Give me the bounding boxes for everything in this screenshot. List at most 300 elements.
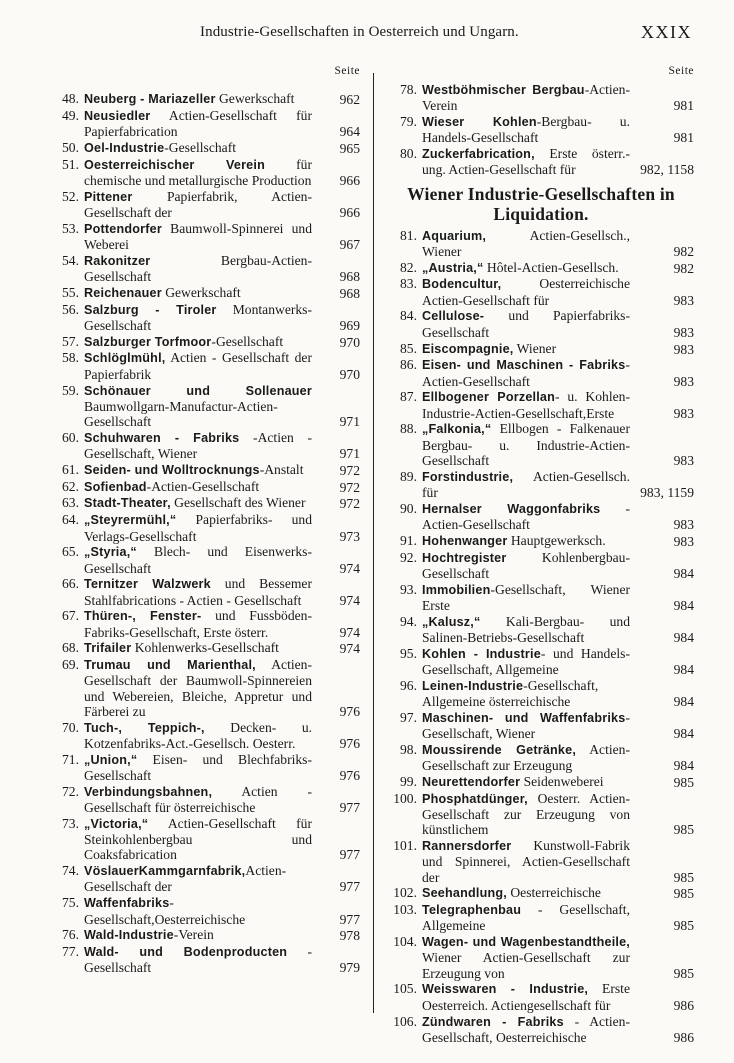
page-reference: 983	[673, 292, 694, 308]
page-reference: 985	[673, 869, 694, 885]
entry-number: 61.	[62, 461, 79, 477]
entry-text	[422, 421, 630, 468]
company-description: Erste Oesterreich. Actiengesellschaft für	[422, 981, 630, 1013]
index-entry	[386, 533, 696, 549]
page-reference: 983	[673, 373, 694, 389]
company-description: Actien-Gesellschaft der Baumwoll-Spinnereien und Webereien, Bleiche, Appretur und Färberei zu	[84, 657, 312, 719]
company-description: Hauptgewerksch.	[507, 532, 606, 548]
entry-number: 94.	[400, 613, 417, 629]
entry-number: 62.	[62, 478, 79, 494]
company-name: Trifailer	[84, 641, 132, 656]
company-name: Trumau und Marienthal,	[84, 658, 256, 673]
page-reference: 977	[339, 879, 360, 895]
company-description: Gesellschaft des Wiener	[170, 495, 306, 511]
company-name: Zündwaren - Fabriks	[422, 1014, 564, 1029]
company-description: Wiener Actien-Gesellschaft zur Erzeugung von	[422, 950, 630, 981]
company-name: VöslauerKammgarnfabrik,	[84, 864, 246, 879]
index-entry	[50, 479, 362, 495]
company-description: für chemische und metallurgische Production	[84, 156, 312, 188]
company-description: -Verein	[173, 927, 214, 943]
company-description: Baumwollgarn-Manufactur-Actien-Gesellschaft	[84, 398, 278, 430]
company-description: -Actien-Verein	[422, 82, 630, 114]
entry-number: 66.	[62, 576, 79, 592]
entry-number: 82.	[400, 259, 417, 275]
entry-text	[422, 902, 630, 934]
company-name: Salzburg - Tiroler	[84, 302, 217, 317]
entry-text	[84, 157, 312, 189]
entry-number: 49.	[62, 107, 79, 123]
page-reference: 984	[673, 662, 694, 677]
page-reference: 985	[673, 774, 694, 790]
page-reference: 965	[339, 140, 360, 156]
entry-text	[422, 469, 630, 501]
page-reference: 972	[339, 479, 360, 495]
entry-text	[84, 221, 312, 253]
page-reference: 983	[673, 533, 694, 549]
page-reference: 974	[339, 641, 360, 657]
company-description: Baumwoll-Spinnerei und Weberei	[84, 220, 312, 252]
company-name: Pittener	[84, 189, 133, 204]
company-name: Ternitzer Walzwerk	[84, 577, 211, 592]
seite-label: Seite	[334, 65, 360, 77]
right-column	[386, 62, 696, 1046]
company-description: Kali-Bergbau- und Salinen-Betriebs-Gesellschaft	[422, 613, 630, 645]
entry-text	[422, 1014, 630, 1046]
page-reference: 983	[673, 405, 694, 421]
page-reference: 966	[339, 172, 360, 188]
index-entry	[386, 838, 696, 885]
company-description: Bergbau-Actien-Gesellschaft	[84, 252, 312, 285]
company-name: Hernalser Waggonfabriks	[422, 501, 601, 516]
index-entry	[386, 114, 696, 146]
index-entry	[386, 934, 696, 981]
right-entry-list	[386, 82, 696, 178]
company-name: Schönauer und Sollenauer	[84, 383, 312, 398]
entry-number: 64.	[62, 512, 79, 528]
page-reference: 984	[673, 694, 694, 710]
page-reference: 985	[673, 822, 694, 838]
company-name: Weisswaren - Industrie,	[422, 982, 589, 997]
entry-text	[422, 501, 630, 533]
entry-text	[84, 944, 312, 976]
entry-number: 67.	[62, 608, 79, 624]
company-description: Oesterr. Actien-Gesellschaft zur Erzeugung von künstlichem	[422, 790, 630, 838]
company-description: - Gesellschaft	[84, 944, 312, 976]
page-reference: 974	[339, 592, 360, 608]
entry-text	[84, 253, 312, 285]
entry-number: 84.	[400, 308, 417, 324]
company-description: Gewerkschaft	[215, 91, 295, 106]
index-entry	[386, 421, 696, 468]
entry-number: 81.	[400, 227, 417, 243]
entry-number: 99.	[400, 773, 417, 789]
entry-number: 80.	[400, 146, 417, 162]
index-entry	[50, 285, 362, 301]
index-entry	[50, 640, 362, 656]
company-description: -Gesellschaft,Oesterreichische	[84, 895, 246, 927]
entry-text	[422, 582, 630, 614]
index-entry	[386, 82, 696, 114]
index-entry	[386, 228, 696, 260]
company-description: Montanwerks-Gesellschaft	[84, 301, 313, 333]
entry-text	[422, 82, 630, 114]
index-entry	[386, 678, 696, 710]
entry-number: 54.	[62, 252, 79, 268]
entry-text	[84, 91, 312, 107]
index-entry	[50, 544, 362, 576]
company-name: Forstindustrie,	[422, 469, 514, 484]
company-description: Hôtel-Actien-Gesellsch.	[483, 259, 619, 275]
company-description: -Anstalt	[259, 461, 304, 477]
entry-text	[422, 533, 630, 549]
page-reference: 971	[339, 414, 360, 430]
entry-number: 53.	[62, 220, 79, 236]
page-reference: 977	[339, 847, 360, 863]
company-name: Eisen- und Maschinen - Fabriks	[422, 358, 626, 373]
entry-text	[422, 389, 630, 421]
page-reference: 982	[673, 243, 694, 259]
index-entry	[386, 614, 696, 646]
company-name: Moussirende Getränke,	[422, 742, 577, 757]
entry-text	[422, 614, 630, 646]
company-description: Decken- u. Kotzenfabriks-Act.-Gesellsch. Oesterr.	[84, 719, 313, 752]
index-entry	[50, 895, 362, 927]
company-name: „Falkonia,“	[422, 422, 492, 437]
index-entry	[50, 157, 362, 189]
company-description: Actien-Gesellschaft für Papierfabrication	[84, 107, 312, 140]
entry-number: 85.	[400, 340, 417, 356]
page-reference: 974	[339, 560, 360, 576]
company-description: Kohlenwerks-Gesellschaft	[131, 640, 279, 656]
index-entry	[386, 341, 696, 357]
page-reference: 977	[339, 911, 360, 927]
page-reference: 972	[339, 496, 360, 512]
entry-text	[84, 479, 312, 495]
index-entry	[50, 495, 362, 511]
company-description: Actien-Gesellsch., Wiener	[422, 227, 630, 259]
entry-number: 101.	[393, 838, 417, 854]
entry-text	[84, 350, 312, 382]
company-description: Seidenweberei	[520, 773, 604, 789]
index-entry	[386, 885, 696, 901]
index-entry	[386, 260, 696, 276]
index-entry	[50, 253, 362, 285]
company-name: „Union,“	[84, 752, 138, 767]
entry-number: 48.	[62, 91, 79, 106]
page-reference: 966	[339, 204, 360, 220]
entry-number: 73.	[62, 815, 79, 831]
page-reference: 976	[339, 703, 360, 719]
entry-number: 78.	[400, 82, 417, 97]
company-name: Phosphatdünger,	[422, 791, 528, 806]
page-reference: 986	[673, 997, 694, 1013]
entry-number: 63.	[62, 495, 79, 511]
page-number: XXIX	[641, 22, 692, 42]
entry-number: 74.	[62, 863, 79, 879]
company-description: und Papierfabriks-Gesellschaft	[422, 308, 630, 340]
company-description: Kunstwoll-Fabrik und Spinnerei, Actien-Gesellschaft der	[422, 838, 630, 885]
entry-text	[84, 752, 312, 784]
company-description: -Actien-Gesellschaft	[146, 478, 260, 494]
company-name: Sofienbad	[84, 479, 147, 494]
entry-text	[84, 334, 312, 350]
entry-text	[84, 108, 312, 140]
entry-number: 91.	[400, 532, 417, 548]
index-entry	[386, 146, 696, 178]
left-entry-list	[50, 91, 362, 976]
entry-number: 55.	[62, 284, 79, 300]
index-entry	[50, 430, 362, 462]
page-reference: 983	[673, 341, 694, 357]
company-description: - Actien-Gesellschaft, Oesterreichische	[422, 1013, 630, 1045]
entry-number: 105.	[393, 981, 417, 997]
page-reference: 984	[673, 726, 694, 742]
entry-text	[422, 646, 630, 678]
entry-number: 102.	[393, 885, 417, 901]
company-description: - Actien-Gesellschaft	[422, 500, 630, 533]
entry-number: 100.	[393, 790, 417, 806]
page-reference: 983, 1159	[640, 484, 694, 500]
index-entry	[50, 927, 362, 943]
company-name: Stadt-Theater,	[84, 496, 171, 511]
entry-text	[422, 838, 630, 885]
index-entry	[50, 657, 362, 719]
page-reference: 981	[673, 98, 694, 114]
page-reference: 985	[673, 918, 694, 934]
page-reference: 981	[673, 130, 694, 146]
index-entry	[50, 221, 362, 253]
company-description: und Bessemer Stahlfabrications - Actien - Gesellschaft	[84, 576, 312, 608]
entry-text	[422, 742, 630, 774]
entry-number: 95.	[400, 645, 417, 661]
page-reference: 982	[673, 260, 694, 276]
company-description: Papierfabriks- und Verlags-Gesellschaft	[84, 512, 312, 544]
entry-number: 76.	[62, 927, 79, 943]
page-reference: 969	[339, 317, 360, 333]
entry-text	[422, 276, 630, 308]
page-reference: 970	[339, 366, 360, 382]
company-description: - u. Kohlen-Industrie-Actien-Gesellschaft,Erste	[422, 389, 630, 421]
entry-text	[84, 140, 312, 156]
entry-text	[84, 576, 312, 608]
page-reference: 968	[339, 285, 360, 301]
entry-number: 104.	[393, 934, 417, 950]
page-reference: 976	[339, 736, 360, 752]
index-entry	[50, 784, 362, 816]
company-description: -Actien -Gesellschaft, Wiener	[84, 429, 312, 462]
page-reference: 967	[339, 236, 360, 252]
page-reference: 973	[339, 528, 360, 544]
index-entry	[386, 774, 696, 790]
page-reference: 979	[339, 960, 360, 976]
company-name: Eiscompagnie,	[422, 341, 514, 356]
page-reference: 968	[339, 269, 360, 285]
page-reference: 972	[339, 462, 360, 478]
company-description: -Actien-Gesellschaft	[422, 357, 630, 389]
page-reference: 978	[339, 928, 360, 944]
page-reference: 964	[339, 124, 360, 140]
entry-text	[422, 550, 630, 582]
page-reference: 977	[339, 800, 360, 816]
page-reference: 983	[673, 324, 694, 340]
index-entry	[386, 389, 696, 421]
company-name: Hochtregister	[422, 550, 507, 565]
index-entry	[50, 944, 362, 976]
entry-number: 90.	[400, 500, 417, 516]
page-reference: 971	[339, 446, 360, 462]
entry-number: 59.	[62, 382, 79, 398]
page-header	[0, 20, 734, 46]
entry-text	[84, 285, 312, 301]
page-reference: 986	[673, 1029, 694, 1045]
index-entry	[386, 791, 696, 838]
left-column	[50, 62, 362, 976]
company-description: Blech- und Eisenwerks-Gesellschaft	[84, 544, 312, 576]
index-entry	[50, 91, 362, 107]
entry-number: 106.	[393, 1013, 417, 1029]
entry-text	[84, 863, 312, 895]
entry-number: 50.	[62, 139, 79, 155]
company-name: Oel-Industrie	[84, 140, 165, 155]
index-entry	[386, 501, 696, 533]
page-reference: 970	[339, 334, 360, 350]
company-name: Rakonitzer	[84, 253, 151, 268]
company-name: Maschinen- und Waffenfabriks	[422, 710, 626, 725]
company-name: Zuckerfabrication,	[422, 147, 535, 162]
company-description: Erste österr.-ung. Actien-Gesellschaft für	[422, 146, 630, 178]
company-name: Verbindungsbahnen,	[84, 784, 213, 799]
entry-number: 71.	[62, 751, 79, 767]
company-description: - und Handels-Gesellschaft, Allgemeine	[422, 645, 630, 677]
page-reference: 974	[339, 624, 360, 640]
entry-text	[84, 784, 312, 816]
entry-number: 96.	[400, 677, 417, 693]
company-description: Gewerkschaft	[161, 284, 241, 300]
entry-number: 89.	[400, 468, 417, 484]
company-name: „Kalusz,“	[422, 614, 481, 629]
company-description: Actien-Gesellschaft zur Erzeugung	[422, 741, 630, 774]
entry-number: 79.	[400, 114, 417, 130]
company-name: Hohenwanger	[422, 533, 508, 548]
company-name: Rannersdorfer	[422, 839, 512, 854]
index-entry	[386, 550, 696, 582]
entry-text	[422, 791, 630, 838]
entry-text	[422, 228, 630, 260]
company-name: Schuhwaren - Fabriks	[84, 430, 240, 445]
page-reference: 983	[673, 517, 694, 533]
index-entry	[50, 863, 362, 895]
section-heading: Wiener Industrie-Gesellschaften in Liquidation.	[407, 183, 675, 224]
entry-number: 56.	[62, 301, 79, 317]
company-description: -Gesellschaft	[211, 333, 284, 349]
company-name: Seehandlung,	[422, 886, 507, 901]
entry-number: 51.	[62, 156, 79, 172]
company-description: Oesterreichische Actien-Gesellschaft für	[422, 276, 630, 308]
company-name: Schlöglmühl,	[84, 351, 166, 366]
company-name: Waffenfabriks	[84, 896, 170, 911]
entry-number: 88.	[400, 421, 417, 437]
index-entry	[386, 469, 696, 501]
entry-text	[84, 512, 312, 544]
company-description: -Gesellschaft, Wiener	[422, 709, 630, 742]
company-description: Oesterreichische	[506, 885, 601, 901]
index-entry	[50, 752, 362, 784]
entry-text	[422, 981, 630, 1013]
company-name: Oesterreichischer Verein	[84, 157, 265, 172]
company-description: Kohlenbergbau-Gesellschaft	[422, 549, 630, 581]
company-name: „Victoria,“	[84, 816, 149, 831]
page-reference: 984	[673, 758, 694, 774]
entry-text	[422, 341, 630, 357]
page-reference: 976	[339, 768, 360, 784]
entry-number: 98.	[400, 741, 417, 757]
company-description: - Gesellschaft, Allgemeine	[422, 902, 630, 934]
company-name: Aquarium,	[422, 228, 487, 243]
index-entry	[50, 140, 362, 156]
page-reference: 984	[673, 565, 694, 581]
company-description: und Fussböden-Fabriks-Gesellschaft, Erste österr.	[84, 608, 312, 640]
company-name: Leinen-Industrie	[422, 678, 524, 693]
company-name: Telegraphenbau	[422, 903, 522, 918]
entry-text	[84, 462, 312, 478]
index-entry	[50, 816, 362, 863]
liquidation-entry-list	[386, 228, 696, 1045]
index-entry	[50, 383, 362, 430]
company-name: Seiden- und Wolltrocknungs	[84, 462, 260, 477]
entry-number: 58.	[62, 350, 79, 366]
running-title: Industrie-Gesellschaften in Oesterreich und Ungarn.	[200, 24, 519, 40]
entry-text	[84, 657, 312, 719]
index-entry	[386, 582, 696, 614]
company-name: Thüren-, Fenster-	[84, 609, 202, 624]
entry-text	[422, 934, 630, 981]
index-entry	[50, 302, 362, 334]
company-name: Wagen- und Wagenbestandtheile,	[422, 935, 630, 950]
company-name: Cellulose-	[422, 309, 485, 324]
entry-number: 86.	[400, 357, 417, 373]
company-description: Actien-Gesellschaft der	[84, 863, 287, 895]
entry-number: 60.	[62, 429, 79, 445]
index-entry	[50, 334, 362, 350]
company-name: Wieser Kohlen	[422, 115, 537, 130]
page-reference: 984	[673, 629, 694, 645]
company-name: Bodencultur,	[422, 277, 502, 292]
company-name: Ellbogener Porzellan	[422, 390, 556, 405]
index-entry	[50, 350, 362, 382]
company-name: „Steyrermühl,“	[84, 513, 177, 528]
entry-text	[84, 544, 312, 576]
company-name: Pottendorfer	[84, 221, 162, 236]
entry-text	[422, 885, 630, 901]
entry-text	[84, 640, 312, 656]
index-entry	[386, 308, 696, 340]
company-name: „Austria,“	[422, 260, 484, 275]
entry-number: 52.	[62, 188, 79, 204]
entry-text	[84, 720, 312, 752]
index-entry	[386, 742, 696, 774]
entry-number: 92.	[400, 549, 417, 565]
entry-number: 103.	[393, 902, 417, 918]
page-reference: 982, 1158	[640, 162, 694, 178]
company-description: Actien-Gesellsch. für	[422, 468, 630, 500]
index-entry	[50, 189, 362, 221]
company-description: -Gesellschaft	[164, 139, 236, 155]
index-entry	[386, 710, 696, 742]
company-description: Actien-Gesellschaft für Steinkohlenbergbau und Coaksfabrication	[84, 815, 312, 863]
company-description: -Gesellschaft, Wiener Erste	[422, 581, 630, 613]
page-reference: 983	[673, 452, 694, 468]
entry-number: 72.	[62, 783, 79, 799]
